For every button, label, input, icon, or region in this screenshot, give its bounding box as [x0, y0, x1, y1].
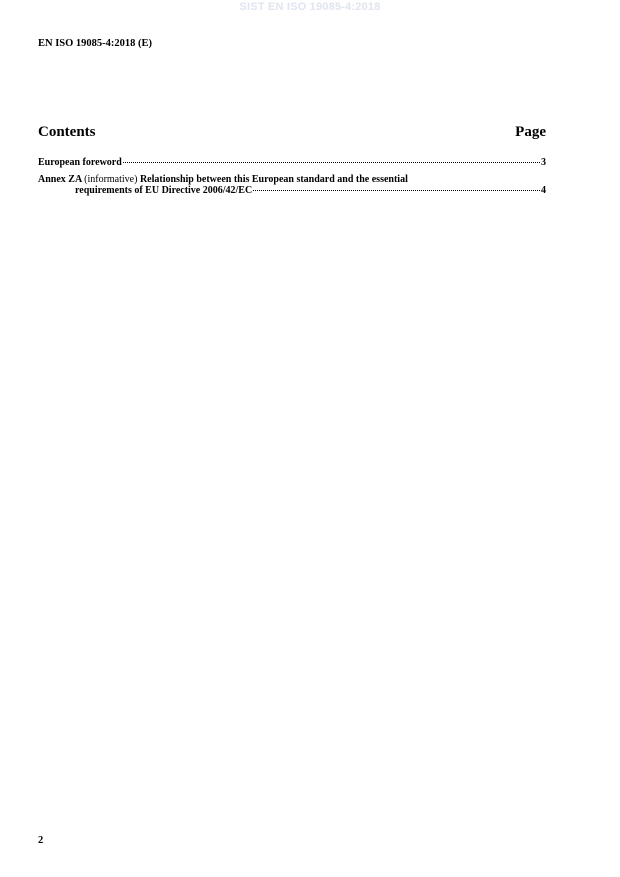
toc-entry-european-foreword[interactable] — [38, 157, 546, 169]
document-id: EN ISO 19085-4:2018 (E) — [38, 38, 153, 49]
annex-title-line1: Relationship between this European standard and the essential — [139, 173, 408, 185]
contents-title: Contents — [38, 124, 96, 140]
toc-entry-annex-line1 — [38, 174, 546, 186]
contents-heading-row — [38, 124, 546, 141]
table-of-contents — [38, 157, 546, 197]
toc-entry-page: 4 — [541, 185, 546, 196]
annex-label: Annex ZA — [38, 173, 82, 185]
page-column-label: Page — [515, 124, 546, 140]
toc-entry-annex-za[interactable] — [38, 174, 546, 197]
dot-leader — [253, 190, 540, 191]
annex-note: (informative) — [84, 173, 138, 185]
toc-entry-annex-line2 — [38, 185, 546, 197]
watermark: SIST EN ISO 19085-4:2018 — [239, 1, 381, 13]
toc-entry-title: European foreword — [38, 157, 122, 168]
annex-title-line2: requirements of EU Directive 2006/42/EC — [75, 185, 253, 196]
dot-leader — [123, 162, 540, 163]
toc-entry-page: 3 — [541, 157, 546, 168]
page-number: 2 — [38, 835, 44, 846]
